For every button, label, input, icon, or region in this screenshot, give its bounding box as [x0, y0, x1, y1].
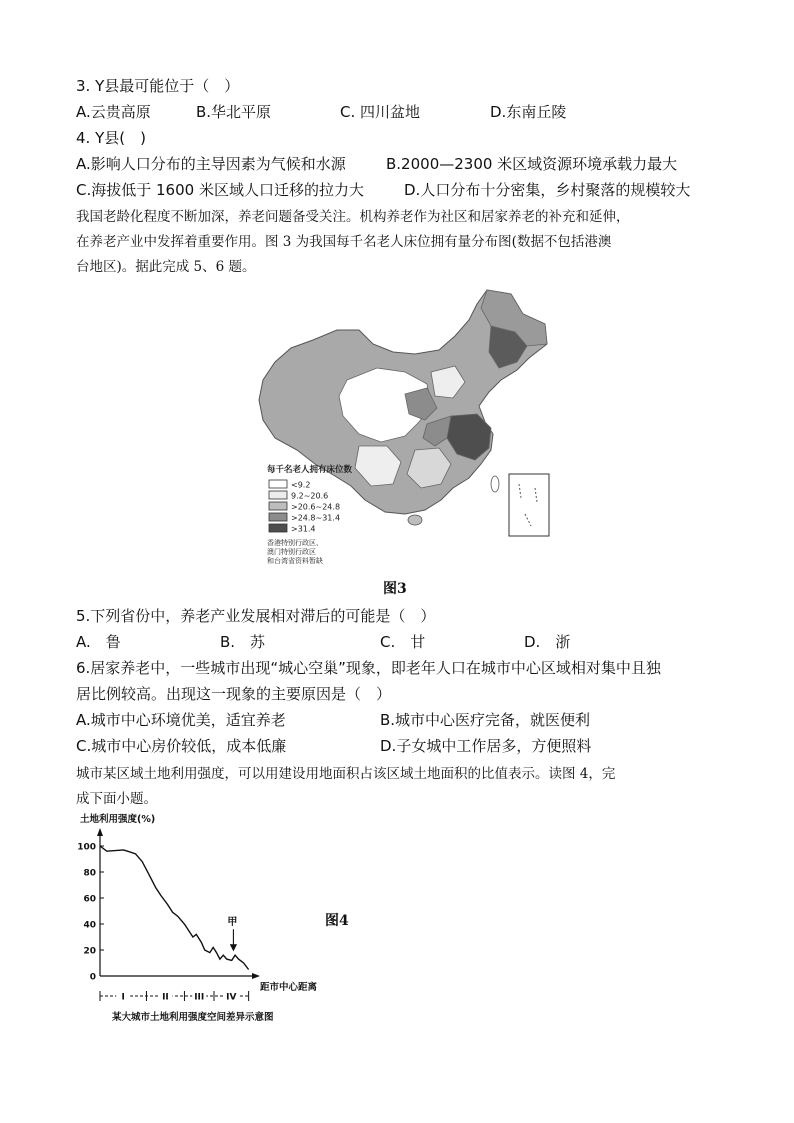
y-axis-arrow — [97, 828, 103, 836]
q4-option-b: B.2000—2300 米区域资源环境承载力最大 — [386, 155, 678, 173]
q5-option-a: A. 鲁 — [76, 633, 121, 651]
q3-option-b: B.华北平原 — [196, 103, 272, 121]
q6-option-a: A.城市中心环境优美，适宜养老 — [76, 711, 286, 729]
island-hainan — [408, 515, 422, 525]
zone-label-1: I — [121, 992, 125, 1003]
chart-title: 某大城市土地利用强度空间差异示意图 — [112, 1012, 274, 1023]
legend-label-2: >20.6~24.8 — [291, 502, 341, 512]
legend-swatch-3 — [269, 513, 287, 521]
q4-option-d: D.人口分布十分密集，乡村聚落的规模较大 — [404, 181, 691, 199]
annotation-jia: 甲 — [227, 917, 238, 929]
china-bed-density-map — [255, 288, 555, 566]
map-note-line-1: 香港特别行政区、 — [267, 539, 323, 547]
legend-label-1: 9.2~20.6 — [291, 491, 329, 501]
passage-1-line-1: 我国老龄化程度不断加深，养老问题备受关注。机构养老作为社区和居家养老的补充和延伸， — [76, 209, 630, 225]
zone-label-2: II — [162, 992, 169, 1003]
figure-3-caption: 图3 — [383, 581, 407, 597]
q3-option-d: D.东南丘陵 — [490, 103, 567, 121]
passage-2-line-2: 成下面小题。 — [76, 791, 157, 807]
q3-option-a: A.云贵高原 — [76, 103, 151, 121]
chart-x-label: 距市中心距离 — [260, 982, 318, 993]
q5-option-c: C. 甘 — [380, 633, 426, 651]
passage-1-line-3: 台地区)。据此完成 5、6 题。 — [76, 259, 256, 275]
q3-option-c: C. 四川盆地 — [340, 103, 421, 121]
figure-4-caption: 图4 — [325, 913, 349, 929]
land-use-intensity-line — [100, 846, 249, 970]
legend-swatch-1 — [269, 491, 287, 499]
legend-swatch-2 — [269, 502, 287, 510]
q5-option-d: D. 浙 — [524, 633, 571, 651]
zone-label-4: IV — [226, 992, 237, 1003]
y-tick-label: 100 — [77, 842, 96, 853]
q6-option-d: D.子女城中工作居多，方便照料 — [380, 737, 592, 755]
x-axis-arrow — [252, 973, 260, 979]
q6-option-b: B.城市中心医疗完备，就医便利 — [380, 711, 591, 729]
q4-option-a: A.影响人口分布的主导因素为气候和水源 — [76, 155, 346, 173]
q4-option-c: C.海拔低于 1600 米区域人口迁移的拉力大 — [76, 181, 364, 199]
legend-label-0: <9.2 — [291, 480, 311, 490]
map-legend-title: 每千名老人拥有床位数 — [267, 465, 353, 475]
question-4-stem: 4. Y县( ) — [76, 129, 146, 147]
annotation-arrow — [230, 929, 236, 950]
legend-swatch-0 — [269, 480, 287, 488]
chart-y-label: 土地利用强度(%) — [80, 814, 156, 825]
legend-label-4: >31.4 — [291, 524, 316, 534]
legend-swatch-4 — [269, 524, 287, 532]
island-taiwan — [491, 476, 499, 492]
y-tick-label: 40 — [83, 920, 96, 931]
south-china-sea-inset — [509, 474, 549, 536]
map-note-line-2: 澳门特别行政区 — [267, 548, 316, 556]
y-tick-label: 60 — [83, 894, 96, 905]
question-5-stem: 5.下列省份中，养老产业发展相对滞后的可能是（ ） — [76, 607, 436, 625]
map-note-line-3: 和台湾省资料暂缺 — [267, 557, 323, 565]
q6-option-c: C.城市中心房价较低，成本低廉 — [76, 737, 287, 755]
passage-2-line-1: 城市某区域土地利用强度，可以用建设用地面积占该区域土地面积的比值表示。读图 4，完 — [76, 766, 616, 782]
question-3-stem: 3. Y县最可能位于（ ） — [76, 77, 240, 95]
y-tick-label: 0 — [89, 972, 96, 983]
q5-option-b: B. 苏 — [220, 633, 266, 651]
passage-1-line-2: 在养老产业中发挥着重要作用。图 3 为我国每千名老人床位拥有量分布图(数据不包括港澳 — [76, 234, 612, 250]
y-tick-label: 80 — [83, 868, 96, 879]
question-6-stem-line-1: 6.居家养老中，一些城市出现“城心空巢”现象，即老年人口在城市中心区域相对集中且独 — [76, 659, 661, 677]
y-tick-label: 20 — [83, 946, 96, 957]
legend-label-3: >24.8~31.4 — [291, 513, 341, 523]
land-use-intensity-chart — [76, 810, 366, 1030]
question-6-stem-line-2: 居比例较高。出现这一现象的主要原因是（ ） — [76, 685, 392, 703]
zone-label-3: III — [194, 992, 205, 1003]
